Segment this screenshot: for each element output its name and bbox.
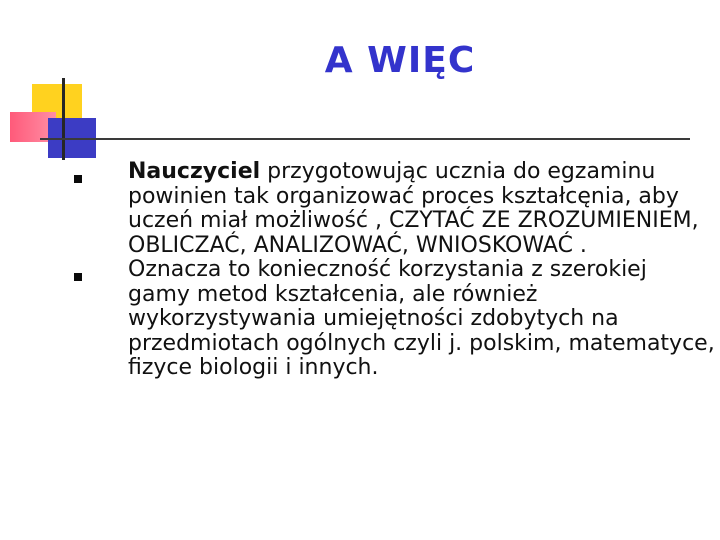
decor-vertical-line: [62, 78, 65, 160]
square-bullet-icon: [74, 175, 82, 183]
bullet-item-2: [70, 258, 715, 381]
slide-title: A WIĘC: [324, 40, 476, 81]
bullet-1-bold-lead: Nauczyciel: [128, 159, 261, 184]
title-underline: [40, 138, 690, 140]
square-bullet-icon: [74, 273, 82, 281]
bullet-1-text: przygotowując ucznia do egzaminu powinien tak organizować proces kształcęnia, aby uczeń miał możliwość , CZYTAĆ ZE ZROZUMIENIEM, OBLICZAĆ, ANALIZOWAĆ, WNIOSKOWAĆ .: [128, 159, 699, 258]
bullet-list: [70, 160, 715, 381]
bullet-2-text: Oznacza to konieczność korzystania z szerokiej gamy metod kształcenia, ale również wykorzystywania umiejętności zdobytych na przedmiotach ogólnych czyli j. polskim, matematyce, fizyce biologii i innych.: [128, 257, 715, 380]
bullet-item-1: [70, 160, 715, 258]
